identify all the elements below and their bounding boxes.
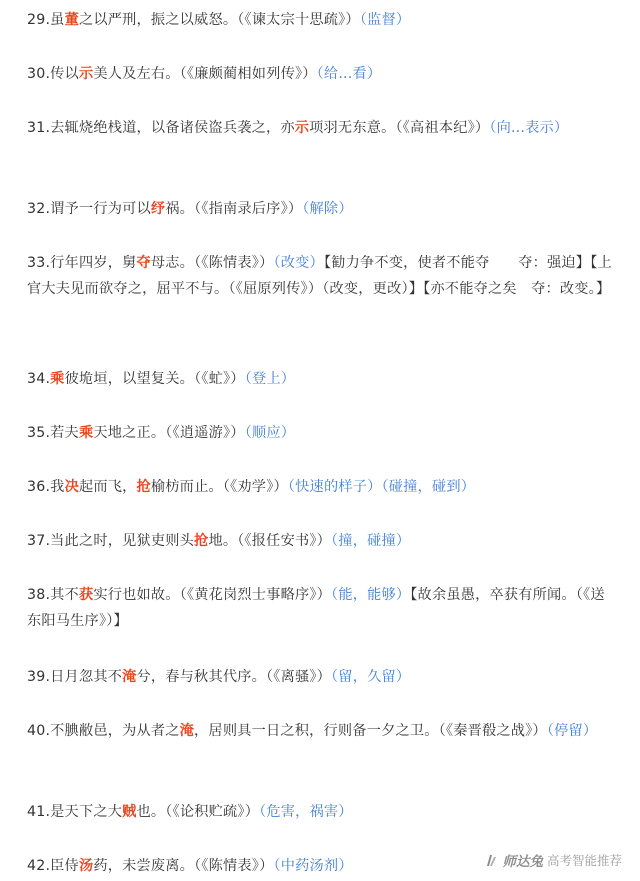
highlight-char: 决 [64, 479, 79, 495]
entry-text: 38.其不 [27, 587, 79, 603]
highlight-char: 获 [78, 587, 94, 603]
gloss-note: （登上） [244, 371, 296, 387]
highlight-char: 乘 [78, 425, 94, 441]
list-item [27, 115, 617, 141]
watermark-tagline: 高考智能推荐 [546, 853, 622, 868]
watermark [484, 850, 622, 870]
gloss-note: （给...看） [316, 66, 382, 82]
entry-text: 42.臣侍 [27, 858, 79, 874]
entry-text: 地。（《报任安书》） [208, 533, 332, 549]
highlight-char: 董 [64, 12, 79, 28]
highlight-char: 抢 [194, 533, 209, 549]
entry-text: 也。（《论积贮疏》） [136, 804, 260, 820]
gloss-note: （向...表示） [489, 120, 569, 136]
entry-text: 项羽无东意。（《高祖本纪》） [309, 120, 490, 136]
entry-text: 美人及左右。（《廉颇蔺相如列传》） [93, 66, 317, 82]
entry-text: 【故余虽愚，卒获有所闻。（《送东阳马生序》）】 [27, 587, 605, 629]
entry-text: 29.虽 [27, 12, 65, 28]
highlight-char: 示 [294, 120, 310, 136]
entry-text: 33.行年四岁，舅 [27, 255, 137, 271]
entry-text: 41.是天下之大 [27, 804, 123, 820]
gloss-note: （留，久留） [331, 669, 411, 685]
entry-text: 天地之正。（《逍遥游》） [93, 425, 245, 441]
highlight-char: 乘 [50, 371, 65, 387]
gloss-note: （危害，祸害） [259, 804, 353, 820]
list-item [27, 664, 617, 690]
gloss-note: （中药汤剂） [273, 858, 353, 874]
gloss-note: （撞，碰撞） [331, 533, 411, 549]
entry-text: 兮，春与秋其代序。（《离骚》） [136, 669, 332, 685]
gloss-note: （顺应） [244, 425, 296, 441]
entry-text: 起而飞， [78, 479, 137, 495]
gloss-note: （改变） [273, 255, 324, 271]
rabbit-logo-icon [484, 853, 498, 867]
entry-text: 榆枋而止。（《劝学》） [150, 479, 288, 495]
list-item [27, 366, 617, 392]
gloss-note: （快速的样子）（碰撞，碰到） [287, 479, 476, 495]
list-item [27, 196, 617, 222]
gloss-note: （能，能够） [331, 587, 411, 603]
list-item [27, 528, 617, 554]
entry-text: 39.日月忽其不 [27, 669, 123, 685]
list-item [27, 61, 617, 87]
entry-text: 34. [27, 371, 51, 387]
entry-text: 之以严刑，振之以威怒。（《谏太宗十思疏》） [78, 12, 360, 28]
highlight-char: 夺 [136, 255, 151, 271]
entry-text: 30.传以 [27, 66, 79, 82]
gloss-note: （监督） [359, 12, 411, 28]
list-item [27, 799, 617, 825]
entry-text: 母志。（《陈情表》） [150, 255, 274, 271]
list-item [27, 718, 617, 744]
gloss-note: （停留） [546, 723, 598, 739]
highlight-char: 汤 [78, 858, 94, 874]
list-item [27, 7, 617, 33]
entry-text: 彼垝垣，以望复关。（《虻》） [64, 371, 245, 387]
entry-text: 实行也如故。（《黄花岗烈士事略序》） [93, 587, 332, 603]
list-item [27, 420, 617, 446]
entry-text: 药，未尝废离。（《陈情表》） [93, 858, 274, 874]
highlight-char: 示 [78, 66, 94, 82]
highlight-char: 贼 [122, 804, 137, 820]
entry-text: 37.当此之时，见狱吏则头 [27, 533, 195, 549]
entry-text: 31.去辄烧绝栈道，以备诸侯盗兵袭之，亦 [27, 120, 295, 136]
entry-text: ，居则具一日之积，行则备一夕之卫。（《秦晋殽之战》） [194, 723, 547, 739]
entry-text: 40.不腆敝邑，为从者之 [27, 723, 180, 739]
entry-text: 35.若夫 [27, 425, 79, 441]
highlight-char: 纾 [150, 201, 166, 217]
highlight-char: 淹 [122, 669, 137, 685]
entry-text: 32.谓予一行为可以 [27, 201, 151, 217]
list-item [27, 474, 617, 500]
highlight-char: 抢 [136, 479, 151, 495]
entry-text: 36.我 [27, 479, 65, 495]
highlight-char: 淹 [179, 723, 195, 739]
watermark-brand: 师达兔 [502, 854, 543, 870]
list-item [27, 250, 617, 302]
entry-text: 【勧力争不变，使者不能夺 夺：强迫】【上官大夫见而欲夺之，屈平不与。（《屈原列传》）（改变，更改）】【亦不能夺之矣 夺：改变。】 [27, 255, 612, 297]
gloss-note: （解除） [302, 201, 353, 217]
entry-text: 祸。（《指南录后序》） [165, 201, 303, 217]
list-item [27, 582, 617, 634]
